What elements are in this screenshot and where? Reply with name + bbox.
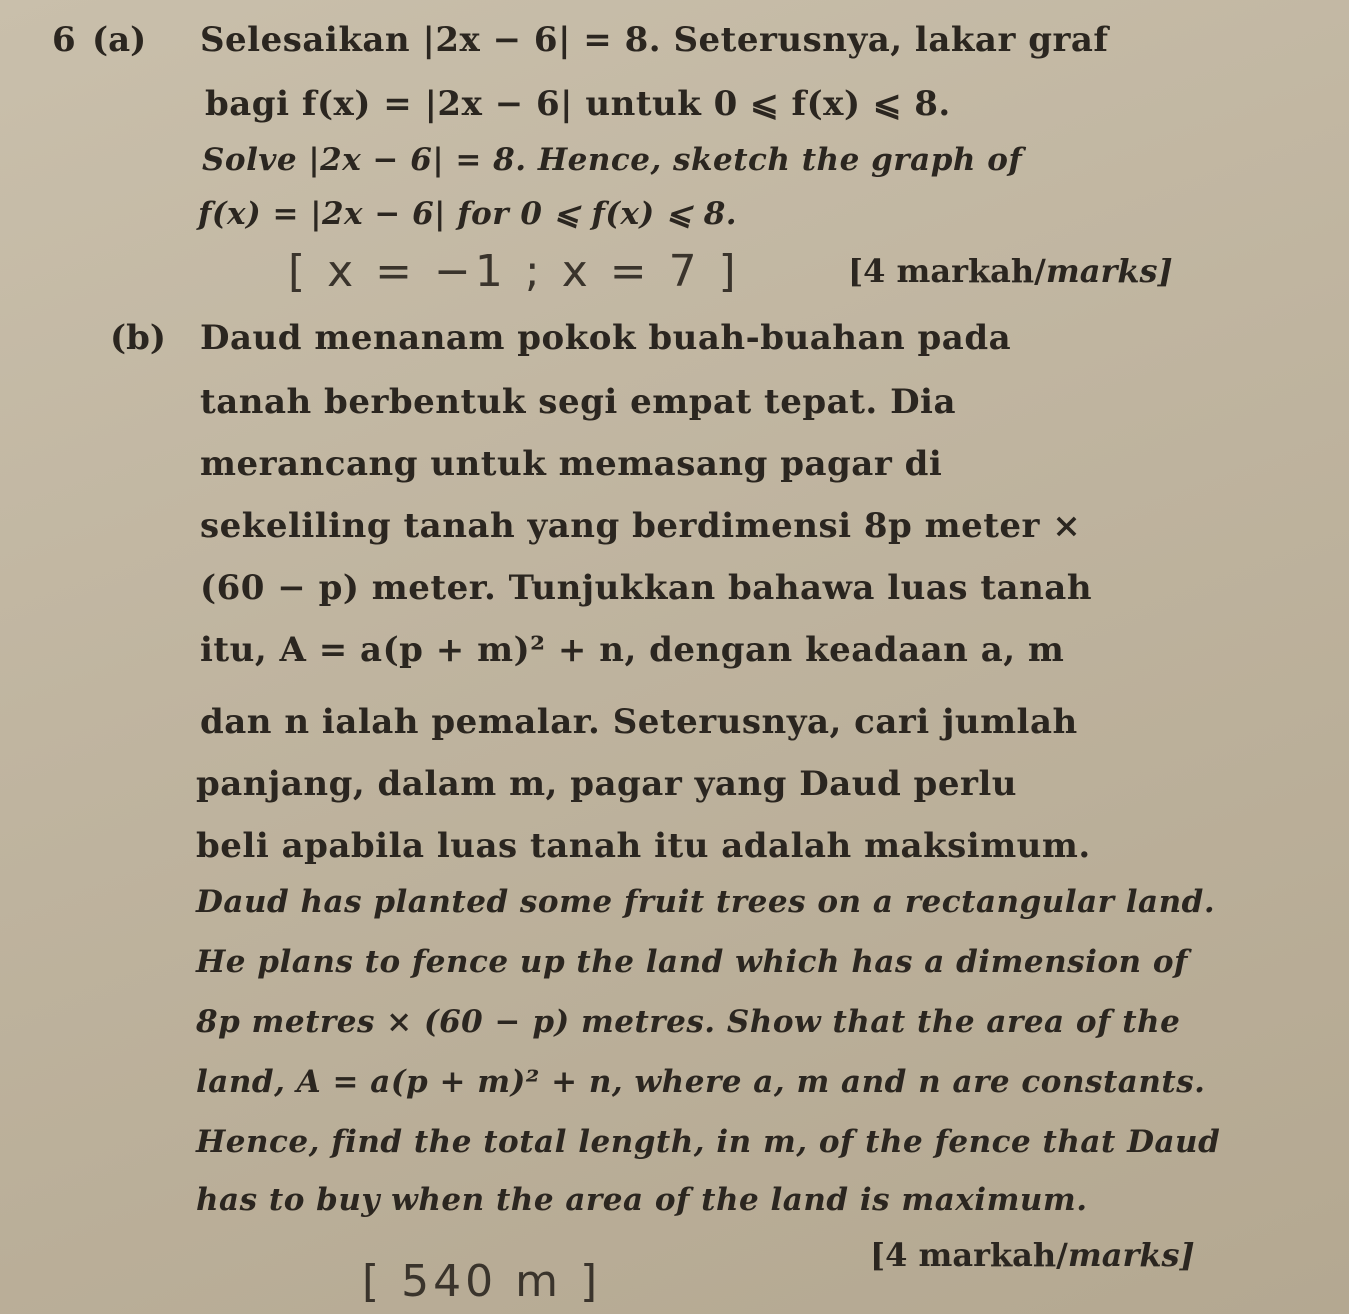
part-a-marks-malay: [4 markah/ [848, 252, 1046, 290]
part-a-english-line-2: f(x) = |2x − 6| for 0 ⩽ f(x) ⩽ 8. [198, 196, 738, 232]
part-b-marks-english: marks] [1067, 1236, 1195, 1274]
part-a-malay-line-2: bagi f(x) = |2x − 6| untuk 0 ⩽ f(x) ⩽ 8. [205, 84, 951, 124]
part-a-marks [848, 252, 1173, 290]
part-b-english-line-5: Hence, find the total length, in m, of the fence that Daud [196, 1124, 1221, 1160]
part-a-handwritten-answer: [ x = −1 ; x = 7 ] [288, 246, 740, 297]
part-b-english-line-6: has to buy when the area of the land is maximum. [196, 1182, 1088, 1218]
part-b-malay-line-2: tanah berbentuk segi empat tepat. Dia [200, 382, 957, 422]
part-a-label: (a) [92, 20, 147, 60]
part-a-malay-line-1: Selesaikan |2x − 6| = 8. Seterusnya, lakar graf [200, 20, 1109, 60]
part-b-malay-line-3: merancang untuk memasang pagar di [200, 444, 943, 484]
question-number: 6 [52, 20, 76, 60]
part-b-malay-line-6: itu, A = a(p + m)² + n, dengan keadaan a, m [200, 630, 1065, 670]
part-b-handwritten-answer: [ 540 m ] [362, 1256, 602, 1307]
part-b-english-line-1: Daud has planted some fruit trees on a rectangular land. [196, 884, 1216, 920]
part-b-malay-line-5: (60 − p) meter. Tunjukkan bahawa luas tanah [200, 568, 1093, 608]
part-b-marks [870, 1236, 1195, 1274]
part-b-malay-line-8: panjang, dalam m, pagar yang Daud perlu [196, 764, 1018, 804]
part-b-malay-line-9: beli apabila luas tanah itu adalah maksimum. [196, 826, 1091, 866]
part-b-malay-line-1: Daud menanam pokok buah-buahan pada [200, 318, 1012, 358]
part-b-label: (b) [110, 318, 166, 358]
part-a-marks-english: marks] [1045, 252, 1173, 290]
part-b-malay-line-4: sekeliling tanah yang berdimensi 8p meter × [200, 506, 1082, 546]
part-a-english-line-1: Solve |2x − 6| = 8. Hence, sketch the graph of [202, 142, 1023, 178]
part-b-english-line-2: He plans to fence up the land which has a dimension of [196, 944, 1188, 980]
part-b-malay-line-7: dan n ialah pemalar. Seterusnya, cari jumlah [200, 702, 1078, 742]
part-b-english-line-3: 8p metres × (60 − p) metres. Show that the area of the [196, 1004, 1181, 1040]
part-b-english-line-4: land, A = a(p + m)² + n, where a, m and n are constants. [196, 1064, 1206, 1100]
part-b-marks-malay: [4 markah/ [870, 1236, 1068, 1274]
